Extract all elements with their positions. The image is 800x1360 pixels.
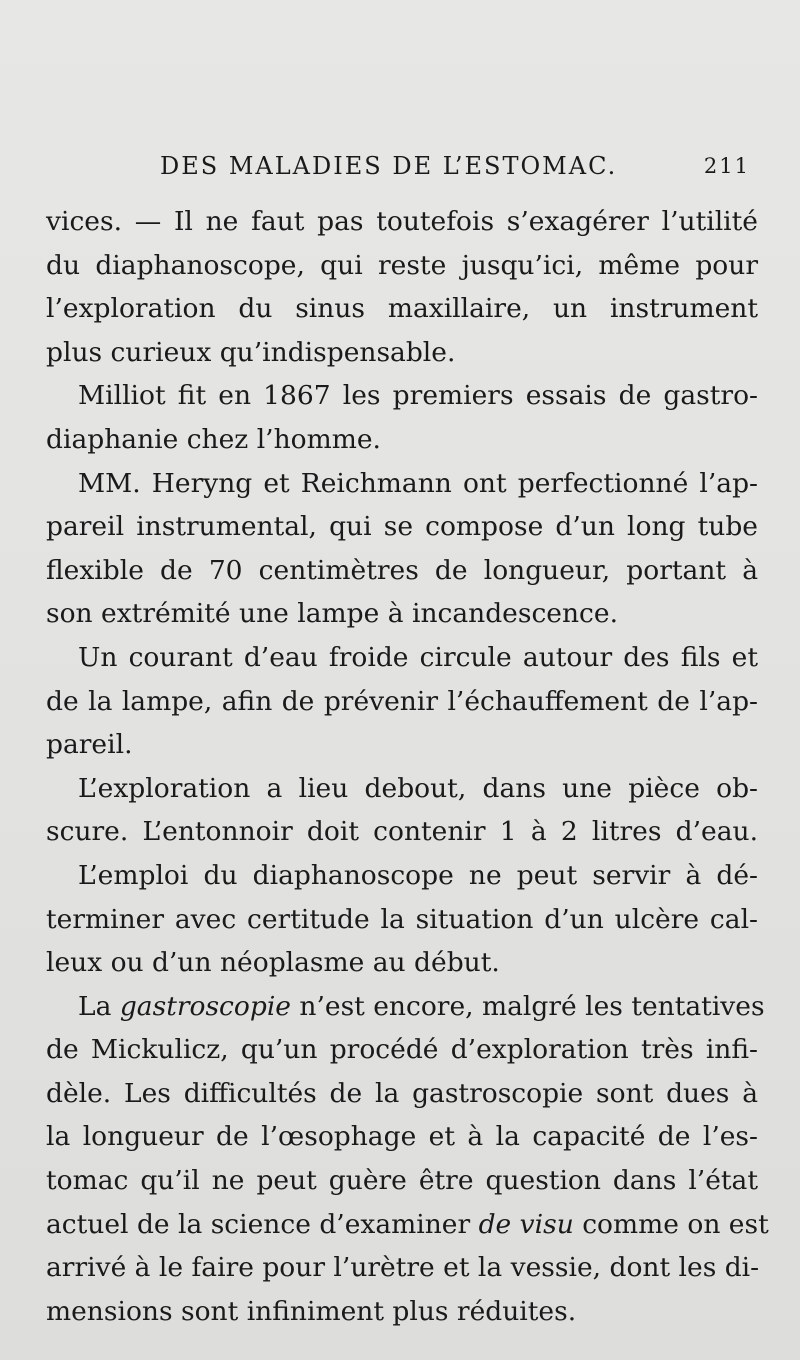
text-run: comme on est — [573, 1208, 769, 1240]
text-line: de Mickulicz, qu’un procédé d’exploration très infi- — [46, 1034, 758, 1066]
text-line: L’emploi du diaphanoscope ne peut servir à dé- — [78, 859, 758, 891]
text-line-with-italic — [46, 1203, 769, 1247]
text-line: MM. Heryng et Reichmann ont perfectionné l’ap- — [78, 467, 758, 499]
running-head — [160, 148, 750, 184]
text-line: L’exploration a lieu debout, dans une pièce ob- — [78, 772, 758, 804]
text-line: leux ou d’un néoplasme au début. — [46, 947, 500, 979]
text-line: diaphanie chez l’homme. — [46, 423, 381, 455]
text-line: flexible de 70 centimètres de longueur, portant à — [46, 554, 758, 586]
body-text — [46, 200, 769, 1333]
text-run: La — [78, 990, 120, 1022]
running-title: DES MALADIES DE L’ESTOMAC. — [160, 152, 618, 180]
text-run: actuel de la science d’examiner — [46, 1208, 479, 1240]
italic-term: de visu — [478, 1208, 574, 1240]
text-line: Milliot fit en 1867 les premiers essais de gastro- — [78, 380, 758, 412]
page-number: 211 — [703, 154, 750, 178]
text-line: la longueur de l’œsophage et à la capacité de l’es- — [46, 1121, 758, 1153]
italic-term: gastroscopie — [119, 990, 291, 1022]
text-line: son extrémité une lampe à incandescence. — [46, 598, 619, 630]
text-line: tomac qu’il ne peut guère être question dans l’état — [46, 1165, 758, 1197]
text-line: l’exploration du sinus maxillaire, un instrument — [46, 293, 758, 325]
text-run: n’est encore, malgré les tentatives — [290, 990, 765, 1022]
text-line: scure. L’entonnoir doit contenir 1 à 2 litres d’eau. — [46, 816, 758, 848]
text-line: arrivé à le faire pour l’urètre et la vessie, dont les di- — [46, 1252, 760, 1284]
text-line: de la lampe, afin de prévenir l’échauffement de l’ap- — [46, 685, 758, 717]
text-line: dèle. Les difficultés de la gastroscopie sont dues à — [46, 1077, 758, 1109]
text-line: plus curieux qu’indispensable. — [46, 336, 456, 368]
text-line: pareil instrumental, qui se compose d’un long tube — [46, 511, 758, 543]
text-line: pareil. — [46, 729, 133, 761]
text-line-with-italic — [46, 985, 765, 1029]
text-line: Un courant d’eau froide circule autour des fils et — [78, 641, 758, 673]
text-line: mensions sont infiniment plus réduites. — [46, 1295, 577, 1327]
text-line: du diaphanoscope, qui reste jusqu’ici, même pour — [46, 249, 758, 281]
text-line: terminer avec certitude la situation d’un ulcère cal- — [46, 903, 758, 935]
text-line: vices. — Il ne faut pas toutefois s’exagérer l’utilité — [46, 206, 758, 237]
